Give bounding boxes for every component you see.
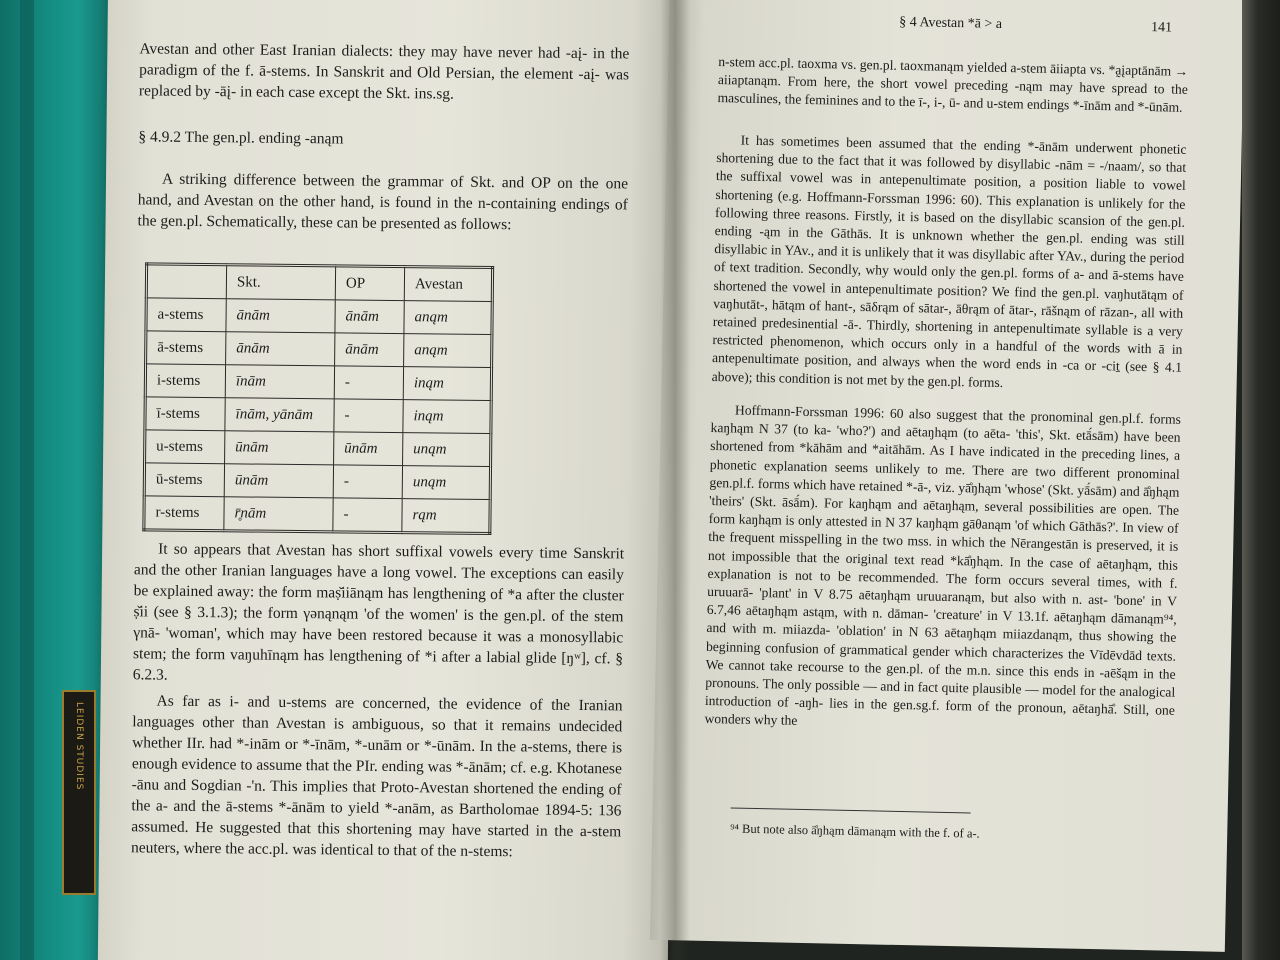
table-row bbox=[146, 298, 492, 335]
page-number: 141 bbox=[1150, 20, 1173, 36]
table-cell: - bbox=[333, 498, 402, 533]
right-page bbox=[650, 0, 1245, 952]
table-cell: i-stems bbox=[145, 364, 225, 398]
spine-label bbox=[62, 690, 96, 895]
table-header-cell bbox=[146, 264, 226, 299]
book-gutter bbox=[660, 0, 690, 960]
table-cell: ūnām bbox=[224, 464, 333, 498]
table-row bbox=[146, 331, 492, 368]
table-cell: ānām bbox=[335, 300, 404, 334]
table-cell: a-stems bbox=[146, 298, 226, 332]
table-header-cell: OP bbox=[335, 266, 404, 301]
table-cell: ūnām bbox=[334, 432, 403, 466]
table-cell: r-stems bbox=[144, 496, 224, 531]
table-header-row bbox=[146, 264, 492, 302]
spine-label-text: LEIDEN STUDIES bbox=[74, 702, 84, 791]
left-paragraph-3: As far as i- and u-stems are concerned, the evidence of the Iranian languages other than Avestan is ambiguous, so that it remains undecided whether IIr. had *-inām or *-īnām, *-unām or *-ūnām. In the a-stems, there is enough evidence to assume that the PIr. ending was *-ānām; cf. e.g. Khotanese -ānu and Sogdian -'n. This implies that Proto-Avestan shortened the ending of the a- and the ā-stems *-ānām to yield *-anām, as Bartholomae 1894-5: 136 assumed. He suggested that this shortening may have started in the a-stem neuters, where the acc.pl. was identical to that of the n-stems: bbox=[130, 692, 623, 861]
left-paragraph-2: It so appears that Avestan has short suffixal vowels every time Sanskrit and the other Iranian languages have a long vowel. The exceptions can easily be explained away: the form maṣ̌iiānąm has lengthening of *a after the cluster ṣ̌ii (see § 3.1.3); the form γənąnąm 'of the women' is the gen.pl. of the stem γnā- 'woman', which may have been restored because it was a monosyllabic stem; the form vaŋuhīnąm has lengthening of *i after a labial glide [ŋʷ], cf. § 6.2.3. bbox=[132, 540, 625, 684]
table-row bbox=[145, 364, 491, 401]
table-cell: ā-stems bbox=[146, 331, 226, 365]
table-cell: īnām bbox=[225, 365, 334, 399]
table-cell: īnām, yānām bbox=[225, 398, 334, 432]
table-row bbox=[145, 430, 491, 467]
table-cell: ū-stems bbox=[144, 463, 224, 497]
table-cell: ānām bbox=[226, 332, 335, 366]
left-intro-text: Avestan and other East Iranian dialects: they may have never had -aį- in the paradigm of the f. ā-stems. In Sanskrit and Old Persian, the element -aį- was replaced by -āį- in each case except the Skt. ins.sg. bbox=[138, 40, 630, 103]
table-cell: unąm bbox=[403, 433, 491, 467]
right-paragraph-3: Hoffmann-Forssman 1996: 60 also suggest that the pronominal gen.pl.f. forms kaŋhąm N 37 (to ka- 'who?') and aētaŋhąm (to aēta- 'this', Skt. etā́sām) have been shortened from *kāhām and *aitāhām. As I have indicated in the preceding lines, a phonetic explanation seems unlikely to me. There are two different pronominal gen.pl.f. forms which have retained *-ā-, viz. yā̊ŋhąm 'whose' (Skt. yā́sām) and ā̊ŋhąm 'theirs' (Skt. āsā́m). For kaŋhąm and aētaŋhąm, several possibilities are open. The form kaŋhąm is only attested in N 37 kaŋhąm gāθanąm 'of which Gāthās?'. In view of the frequent misspelling in the two mss. in which the Nērangestān is preserved, it is not impossible that the original text read *kā̊ŋhąm. In the case of aētaŋhąm, this explanation is not to be recommended. The form occurs several times, with f. uruuarā- 'plant' in V 8.75 aētaŋhąm uruuaranąm, but also with n. ast- 'bone' in V 6.7,46 aētaŋhąm astąm, with n. dāman- 'creature' in V 13.1f. aētaŋhąm dāmanąm⁹⁴, and with m. miiazda- 'oblation' in N 63 aētaŋhąm miiazdanąm, thus showing the beginning confusion of grammatical gender which characterizes the Vīdēvdād texts. We cannot take recourse to the gen.pl. of the m.n. since this ends in -aēšąm in the pronouns. The only possible — and in fact quite plausible — model for the analogical introduction of -aŋh- lies in the gen.sg.f. form of the pronoun, aētaŋhā̊. Still, one wonders why the bbox=[704, 402, 1182, 729]
table-cell: ūnām bbox=[225, 431, 334, 465]
table-cell: anąm bbox=[404, 334, 492, 368]
left-page bbox=[98, 0, 678, 960]
table-cell: ānām bbox=[226, 299, 335, 333]
running-head: § 4 Avestan *ā > a bbox=[899, 14, 1003, 32]
table-cell: r̥̄nām bbox=[224, 497, 333, 532]
table-cell: rąm bbox=[402, 499, 490, 534]
section-heading: § 4.9.2 The gen.pl. ending -anąm bbox=[138, 128, 344, 148]
table-cell: - bbox=[333, 465, 402, 499]
gen-pl-table bbox=[142, 262, 494, 535]
table-cell: ī-stems bbox=[145, 397, 225, 431]
table-cell: anąm bbox=[404, 301, 492, 335]
table-row bbox=[144, 463, 490, 500]
table-header-cell: Skt. bbox=[226, 265, 335, 300]
table-cell: u-stems bbox=[145, 430, 225, 464]
right-paragraph-1: n-stem acc.pl. taoxma vs. gen.pl. taoxmanąm yielded a-stem āiiapta vs. *a̰įaptānām → aiiaptanąm. From here, the short vowel preceding -nąm may have spread to the masculines, the feminines and to the ī-, i-, ū- and u-stem endings *-īnām and *-ūnām. bbox=[717, 54, 1189, 116]
table-cell: ānām bbox=[335, 333, 404, 367]
table-cell: inąm bbox=[403, 400, 491, 434]
footnote-rule bbox=[731, 807, 971, 813]
spine-shadow bbox=[20, 0, 34, 960]
table-cell: - bbox=[334, 399, 403, 433]
right-background-edge bbox=[1242, 0, 1280, 960]
table-cell: - bbox=[334, 366, 403, 400]
table-cell: unąm bbox=[402, 466, 490, 500]
table-row bbox=[145, 397, 491, 434]
left-paragraph-1: A striking difference between the grammar of Skt. and OP on the one hand, and Avestan on the other hand, is found in the n-containing endings of the gen.pl. Schematically, these can be presented as follows: bbox=[137, 170, 629, 234]
table-header-cell: Avestan bbox=[404, 267, 492, 302]
table-row bbox=[144, 496, 490, 534]
right-paragraph-2: It has sometimes been assumed that the ending *-ānām underwent phonetic shortening due to the fact that it was followed by disyllabic -nām = -/naam/, so that the suffixal vowel was in antepenultimate position, a position liable to vowel shortening (e.g. Hoffmann-Forssman 1996: 60). This explanation is unlikely for the following three reasons. Firstly, it is based on the disyllabic scansion of the gen.pl. ending -ąm in the Gāthās. It is unknown whether the gen.pl. ending was still disyllabic in YAv., and it is unlikely that it was disyllabic after YAv., during the period of text tradition. Secondly, why would only the gen.pl. forms of a- and ā-stems have shortened the vowel in antepenultimate position? We find the gen.pl. vaŋhutātąm of vaŋhutāt-, hātąm of hant-, sāδrąm of sātar-, āθrąm of ātar-, rāšnąm of rāzan-, all with retained predesinential -ā-. Thirdly, shortening in antepenultimate syllable is a very restricted phenomenon, which occurs only in a handful of the words with ā in antepenultimate position, and always when the word ends in -ca or -ciṯ (see § 4.1 above); this condition is not met by the gen.pl. forms. bbox=[711, 132, 1187, 390]
table-cell: inąm bbox=[403, 367, 491, 401]
footnote: ⁹⁴ But note also ā̊ŋhąm dāmanąm with the f. of a-. bbox=[730, 821, 980, 841]
